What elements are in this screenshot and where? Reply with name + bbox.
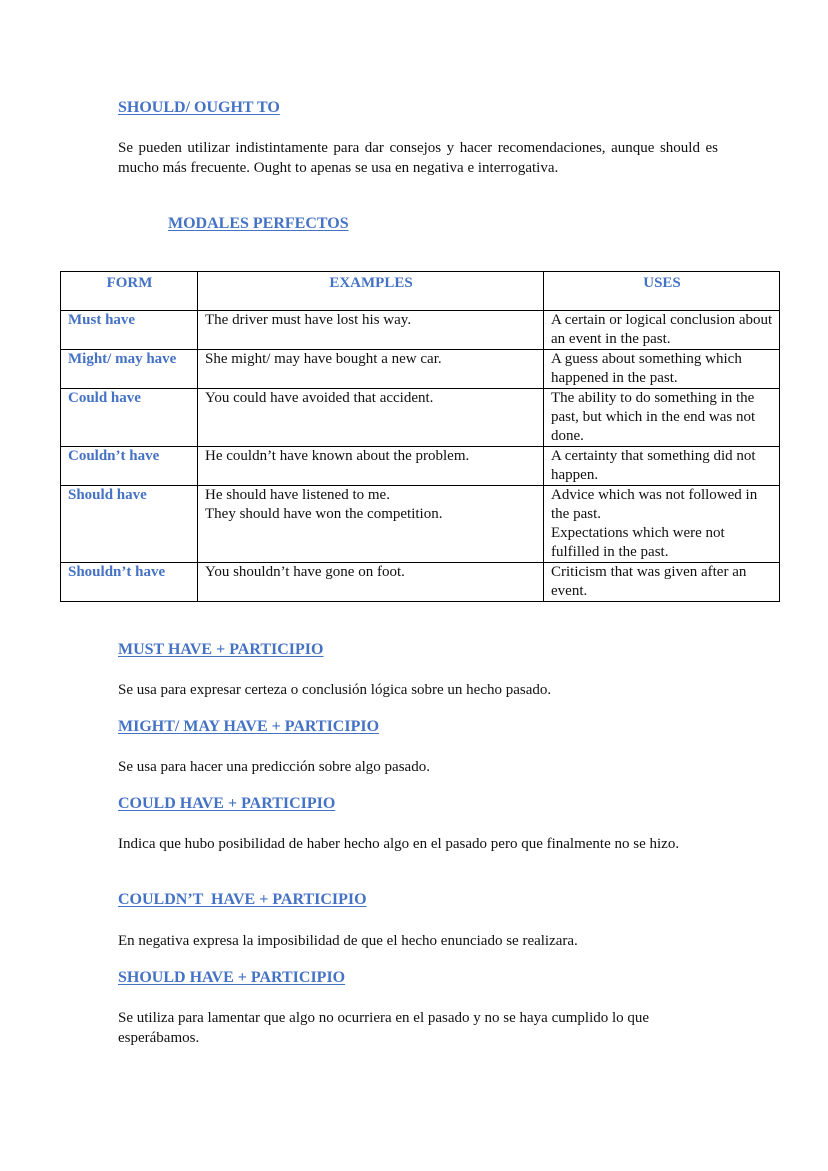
form-cell: Shouldn’t have [61,563,198,602]
should-have-heading: SHOULD HAVE + PARTICIPIO [118,969,346,986]
table-row [61,311,780,350]
example-line: They should have won the competition. [205,506,443,522]
should-ought-to-heading: SHOULD/ OUGHT TO [118,99,280,116]
form-cell: Could have [61,389,198,447]
form-cell: Must have [61,311,198,350]
examples-cell [198,486,544,563]
should-have-text: Se utiliza para lamentar que algo no ocurriera en el pasado y no se haya cumplido lo que esperábamos. [118,1010,650,1046]
uses-line: Expectations which were not fulfilled in the past. [551,525,725,560]
example-line: He should have listened to me. [205,487,390,503]
examples-cell [198,311,544,350]
table-row [61,563,780,602]
example-line: You shouldn’t have gone on foot. [205,564,405,580]
couldnt-have-text: En negativa expresa la imposibilidad de que el hecho enunciado se realizara. [118,933,578,949]
perfect-modals-table [60,271,780,602]
should-ought-to-text: Se pueden utilizar indistintamente para dar consejos y hacer recomendaciones, aunque should es mucho más frecuente. Ought to apenas se usa en negativa e interrogativa. [118,140,718,176]
header-uses: USES [544,272,780,311]
example-line: You could have avoided that accident. [205,390,434,406]
uses-cell: A certain or logical conclusion about an event in the past. [544,311,780,350]
example-line: He couldn’t have known about the problem. [205,448,470,464]
examples-cell [198,563,544,602]
examples-cell [198,447,544,486]
examples-cell [198,389,544,447]
uses-cell: Criticism that was given after an event. [544,563,780,602]
form-cell: Should have [61,486,198,563]
examples-cell [198,350,544,389]
header-examples: EXAMPLES [198,272,544,311]
table-row [61,486,780,563]
might-may-have-text: Se usa para hacer una predicción sobre algo pasado. [118,759,430,775]
table-row [61,447,780,486]
couldnt-have-heading: COULDN’T HAVE + PARTICIPIO [118,891,367,908]
uses-line: Advice which was not followed in the past. [551,487,758,522]
modales-perfectos-heading: MODALES PERFECTOS [168,215,349,232]
might-may-have-heading: MIGHT/ MAY HAVE + PARTICIPIO [118,718,380,735]
could-have-text: Indica que hubo posibilidad de haber hecho algo en el pasado pero que finalmente no se hizo. [118,836,680,852]
example-line: She might/ may have bought a new car. [205,351,442,367]
form-cell: Might/ may have [61,350,198,389]
uses-cell: The ability to do something in the past, but which in the end was not done. [544,389,780,447]
table-row [61,389,780,447]
uses-cell: A guess about something which happened in the past. [544,350,780,389]
table-header-row [61,272,780,311]
uses-cell [544,486,780,563]
table-row [61,350,780,389]
uses-cell: A certainty that something did not happen. [544,447,780,486]
must-have-text: Se usa para expresar certeza o conclusión lógica sobre un hecho pasado. [118,682,552,698]
form-cell: Couldn’t have [61,447,198,486]
could-have-heading: COULD HAVE + PARTICIPIO [118,795,336,812]
header-form: FORM [61,272,198,311]
must-have-heading: MUST HAVE + PARTICIPIO [118,641,324,658]
example-line: The driver must have lost his way. [205,312,412,328]
